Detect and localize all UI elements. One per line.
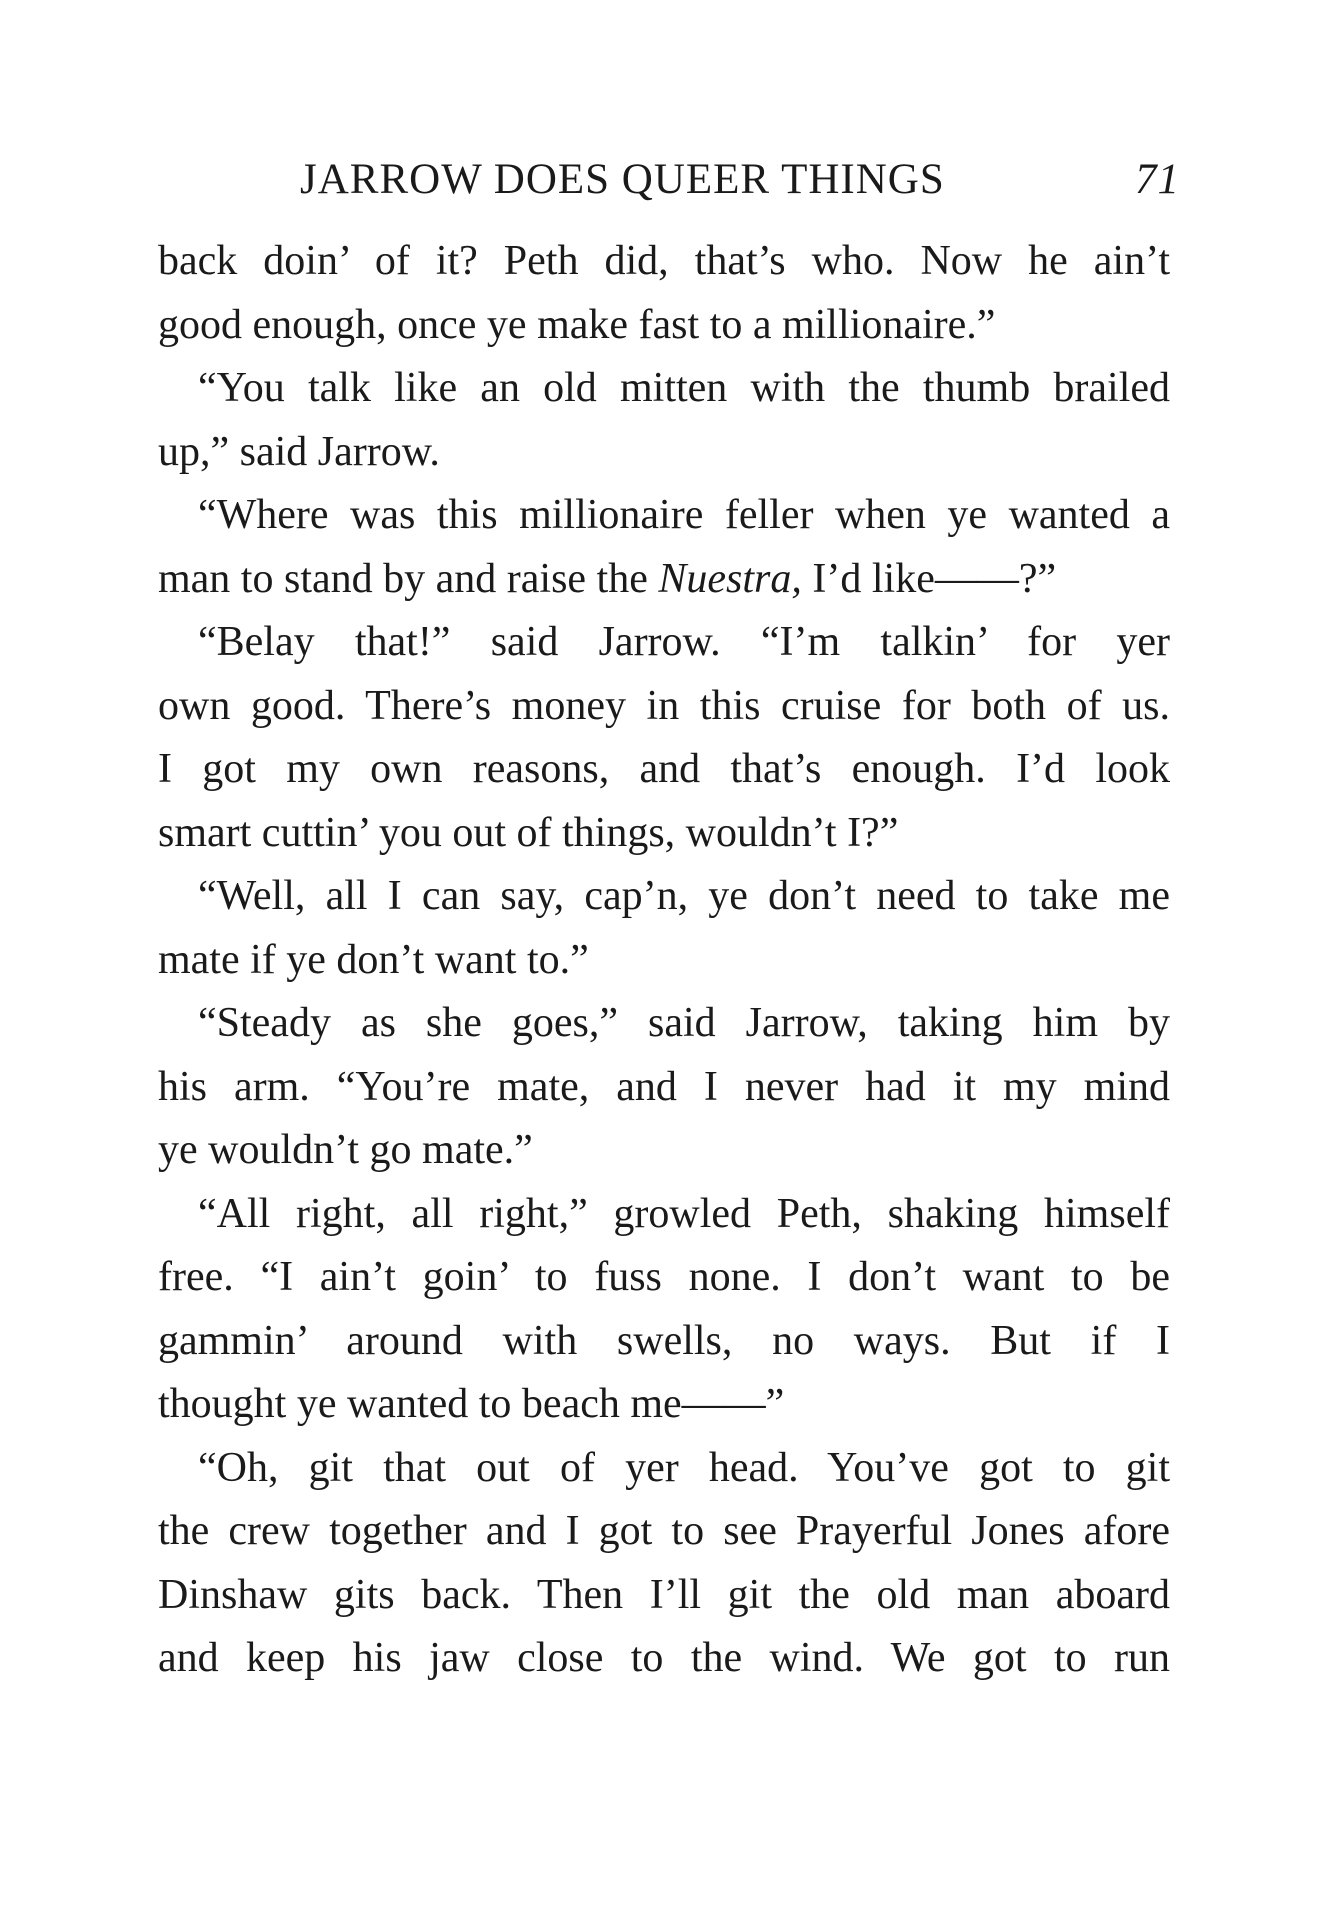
- text-segment: man to stand by and raise the: [158, 555, 659, 602]
- text-line: mate if ye don’t want to.”: [158, 936, 589, 983]
- text-line: own good. There’s money in this cruise for both of us.: [158, 682, 1170, 729]
- text-line: good enough, once ye make fast to a millionaire.”: [158, 301, 996, 348]
- text-line: smart cuttin’ you out of things, wouldn’t I?”: [158, 809, 899, 856]
- text-line: his arm. “You’re mate, and I never had it my mind: [158, 1063, 1170, 1110]
- text-line: thought ye wanted to beach me——”: [158, 1381, 785, 1427]
- text-line: “Belay that!” said Jarrow. “I’m talkin’ for yer: [198, 619, 1170, 665]
- text-segment: I’d like——?”: [801, 555, 1057, 602]
- page-number: 71: [1135, 156, 1180, 203]
- text-line: ye wouldn’t go mate.”: [158, 1127, 533, 1173]
- text-line: and keep his jaw close to the wind. We got to run: [158, 1635, 1170, 1681]
- text-line: the crew together and I got to see Prayerful Jones afore: [158, 1508, 1170, 1554]
- text-line: “Well, all I can say, cap’n, ye don’t need to take me: [198, 873, 1170, 919]
- text-line: “You talk like an old mitten with the thumb brailed: [198, 365, 1170, 411]
- text-line: “Steady as she goes,” said Jarrow, taking him by: [198, 1000, 1170, 1046]
- text-line: back doin’ of it? Peth did, that’s who. Now he ain’t: [158, 238, 1170, 284]
- text-line: “Where was this millionaire feller when ye wanted a: [198, 492, 1170, 538]
- text-line: up,” said Jarrow.: [158, 428, 440, 475]
- text-line: “All right, all right,” growled Peth, shaking himself: [198, 1190, 1170, 1237]
- text-line: gammin’ around with swells, no ways. But if I: [158, 1317, 1170, 1364]
- text-line: free. “I ain’t goin’ to fuss none. I don’t want to be: [158, 1254, 1170, 1300]
- running-head: [300, 155, 1180, 215]
- running-title: JARROW DOES QUEER THINGS: [300, 156, 945, 203]
- text-line: [158, 548, 1170, 612]
- text-line: Dinshaw gits back. Then I’ll git the old man aboard: [158, 1571, 1170, 1618]
- body-text: [158, 230, 1170, 1691]
- text-line: “Oh, git that out of yer head. You’ve got to git: [198, 1444, 1170, 1491]
- text-line: I got my own reasons, and that’s enough. I’d look: [158, 746, 1170, 792]
- ship-name-italic: Nuestra,: [658, 555, 802, 602]
